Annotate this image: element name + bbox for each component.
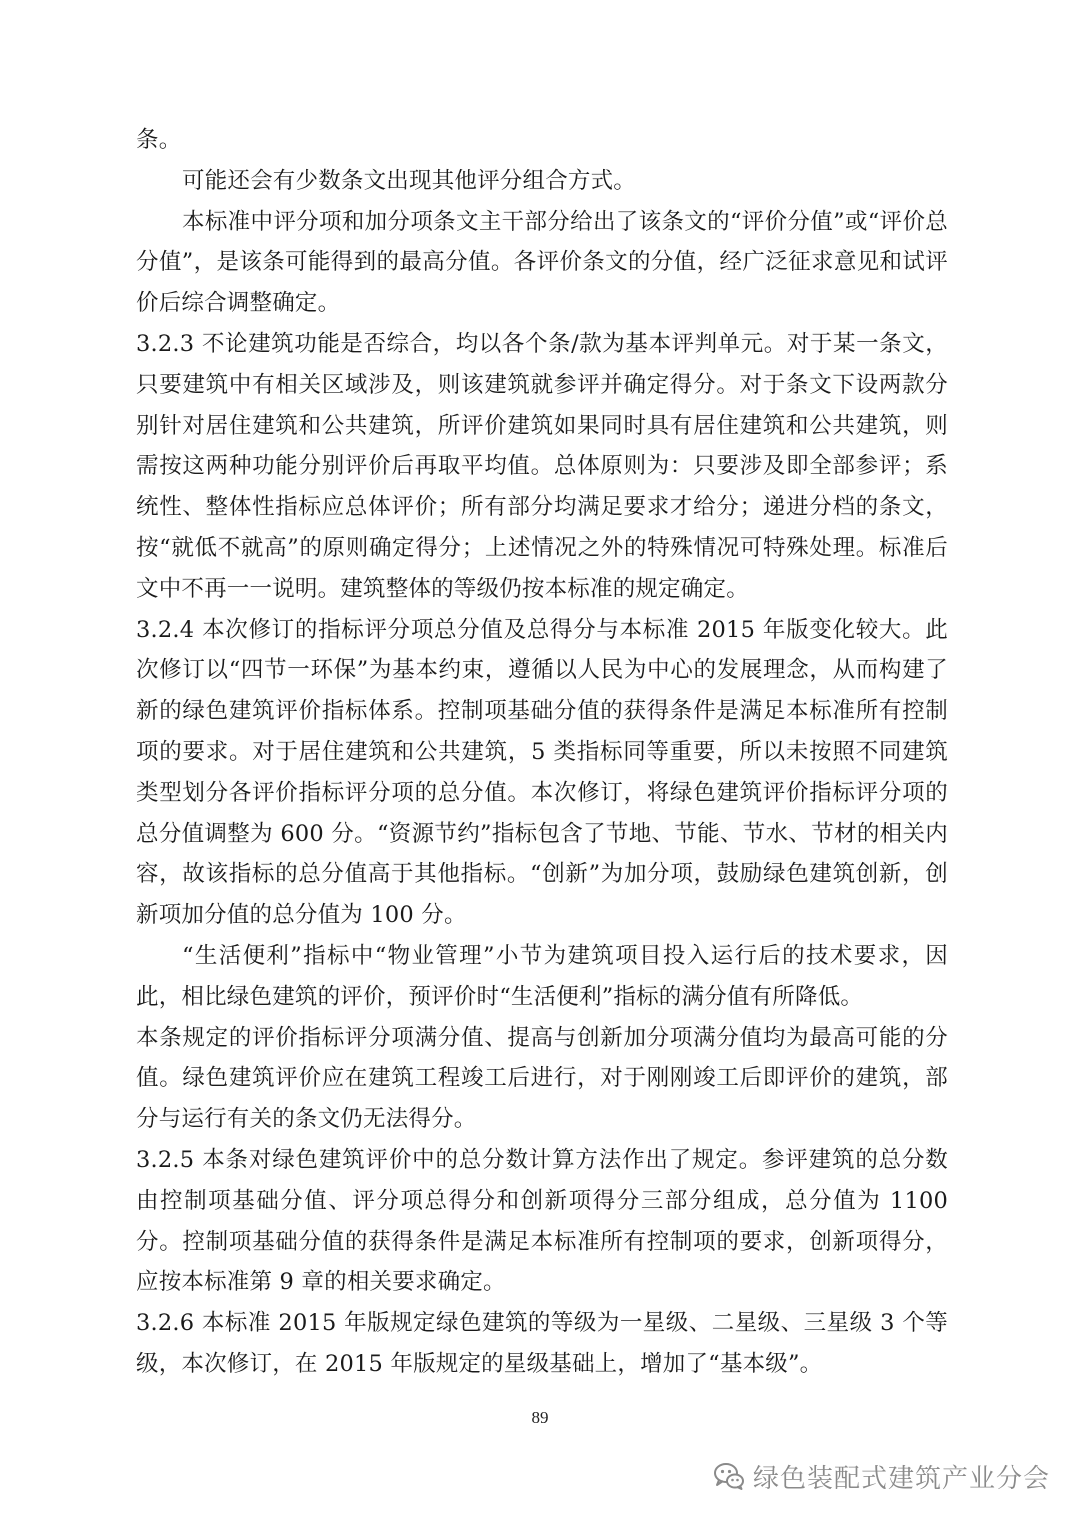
paragraph-other-scoring: 可能还会有少数条文出现其他评分组合方式。	[182, 167, 637, 194]
paragraph-continuation: 条。	[136, 127, 182, 153]
watermark	[713, 1456, 1050, 1496]
page-number: 89	[531, 1408, 549, 1427]
paragraph-score-values: 本标准中评分项和加分项条文主干部分给出了该条文的“评价分值”或“评价总分值”，是该条可能得到的最高分值。各评价条文的分值，经广泛征求意见和试评价后综合调整确定。	[136, 208, 948, 317]
clause-3-2-6: 3.2.6 本标准 2015 年版规定绿色建筑的等级为一星级、二星级、三星级 3 个等级，本次修订，在 2015 年版规定的星级基础上，增加了“基本级”。	[136, 1310, 948, 1377]
body-text	[136, 120, 948, 1385]
clause-3-2-4: 3.2.4 本次修订的指标评分项总分值及总得分与本标准 2015 年版变化较大。此次修订以“四节一环保”为基本约束，遵循以人民为中心的发展理念，从而构建了新的绿色建筑评价指标体系。控制项基础分值的获得条件是满足本标准所有控制项的要求。对于居住建筑和公共建筑，5 类指标同等重要，所以未按照不同建筑类型划分各评价指标评分项的总分值。本次修订，将绿色建筑评价指标评分项的总分值调整为 600 分。“资源节约”指标包含了节地、节能、节水、节材的相关内容，故该指标的总分值高于其他指标。“创新”为加分项，鼓励绿色建筑创新，创新项加分值的总分值为 100 分。	[136, 616, 948, 929]
clause-3-2-5: 3.2.5 本条对绿色建筑评价中的总分数计算方法作出了规定。参评建筑的总分数由控制项基础分值、评分项总得分和创新项得分三部分组成，总分值为 1100 分。控制项基础分值的获得条件是满足本标准所有控制项的要求，创新项得分，应按本标准第 9 章的相关要求确定。	[136, 1146, 948, 1296]
wechat-icon	[713, 1460, 745, 1492]
paragraph-life-convenience: “生活便利”指标中“物业管理”小节为建筑项目投入运行后的技术要求，因此，相比绿色建筑的评价，预评价时“生活便利”指标的满分值有所降低。	[136, 942, 948, 1010]
clause-3-2-3: 3.2.3 不论建筑功能是否综合，均以各个条/款为基本评判单元。对于某一条文，只要建筑中有相关区域涉及，则该建筑就参评并确定得分。对于条文下设两款分别针对居住建筑和公共建筑，所评价建筑如果同时具有居住建筑和公共建筑，则需按这两种功能分别评价后再取平均值。总体原则为：只要涉及即全部参评；系统性、整体性指标应总体评价；所有部分均满足要求才给分；递进分档的条文，按“就低不就高”的原则确定得分；上述情况之外的特殊情况可特殊处理。标准后文中不再一一说明。建筑整体的等级仍按本标准的规定确定。	[136, 330, 948, 602]
watermark-text: 绿色装配式建筑产业分会	[752, 1463, 1050, 1494]
paragraph-max-scores: 本条规定的评价指标评分项满分值、提高与创新加分项满分值均为最高可能的分值。绿色建筑评价应在建筑工程竣工后进行，对于刚刚竣工后即评价的建筑，部分与运行有关的条文仍无法得分。	[136, 1024, 948, 1133]
